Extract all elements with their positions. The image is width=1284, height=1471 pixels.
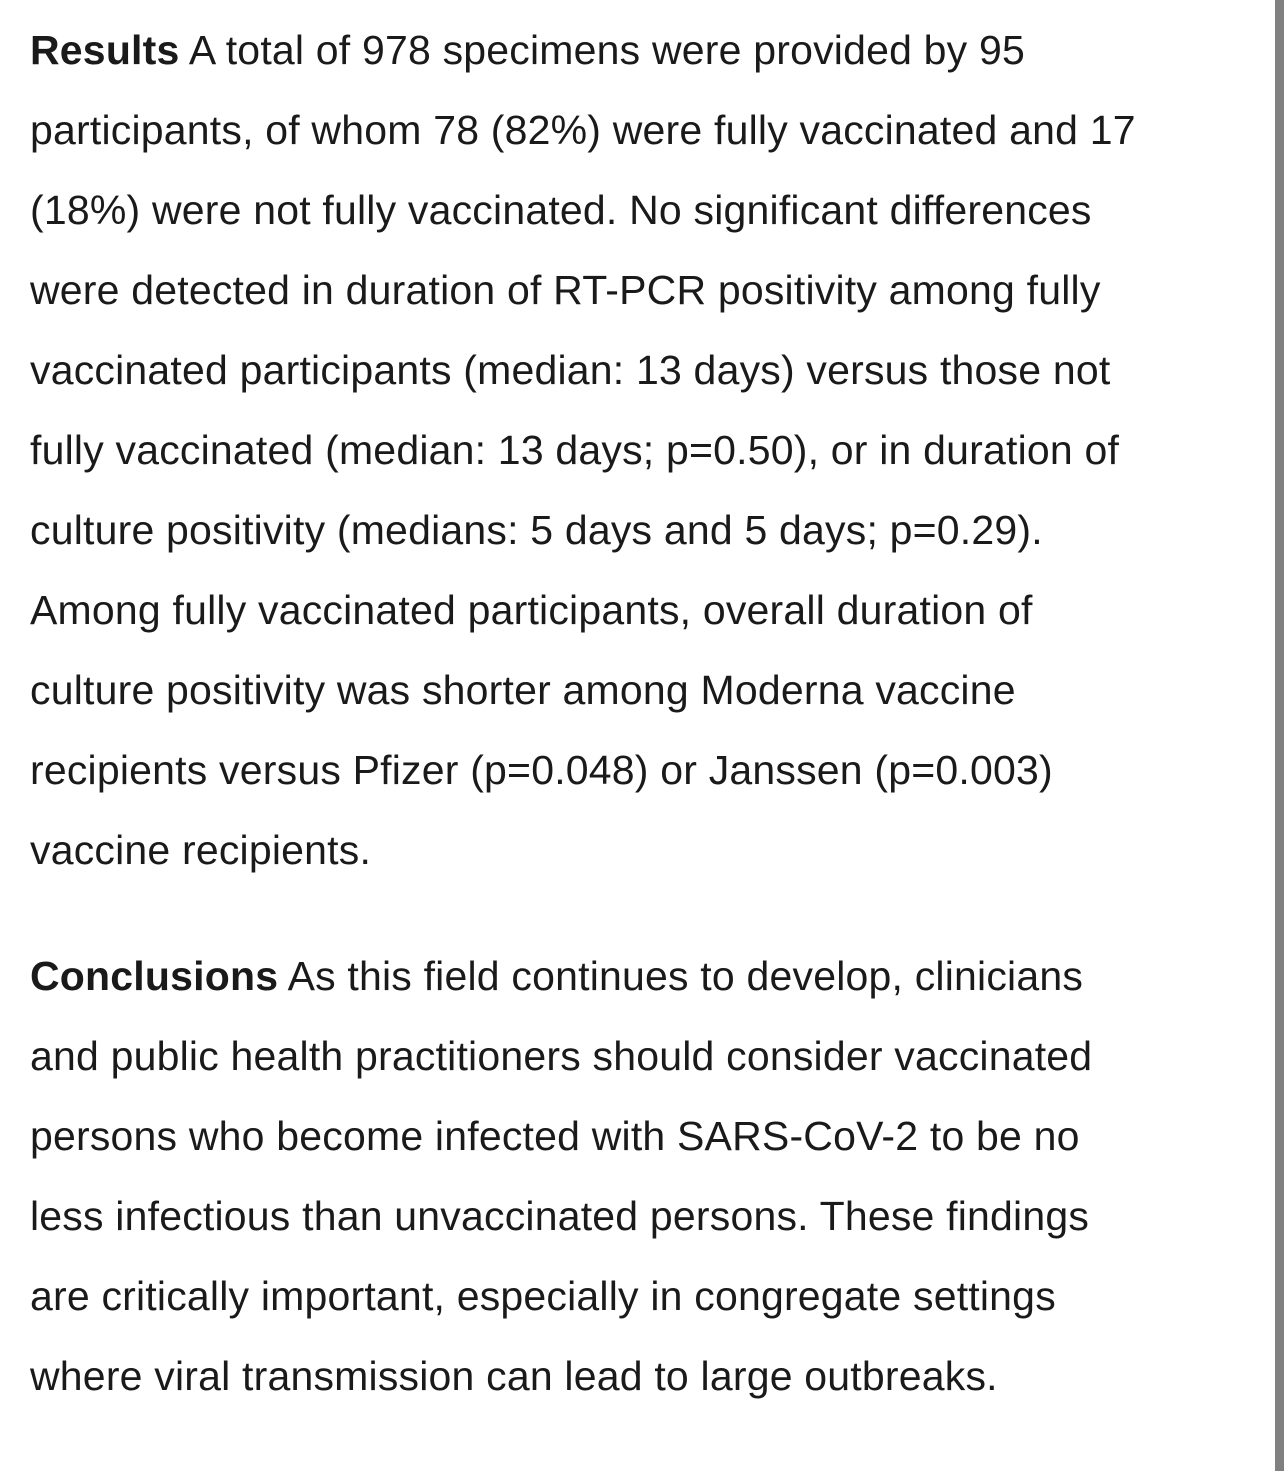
- conclusions-paragraph: [30, 936, 1235, 1416]
- text-line: culture positivity (medians: 5 days and 5 days; p=0.29).: [30, 507, 1043, 553]
- text-line: Among fully vaccinated participants, overall duration of: [30, 587, 1033, 633]
- text-line: fully vaccinated (median: 13 days; p=0.50), or in duration of: [30, 427, 1120, 473]
- text-line: [30, 10, 1235, 90]
- text-line: and public health practitioners should consider vaccinated: [30, 1033, 1093, 1079]
- conclusions-heading: Conclusions: [30, 953, 279, 999]
- scrollbar[interactable]: [1275, 0, 1284, 1471]
- text-line: (18%) were not fully vaccinated. No significant differences: [30, 187, 1092, 233]
- results-paragraph: [30, 10, 1235, 890]
- results-heading: Results: [30, 27, 180, 73]
- text-line: participants, of whom 78 (82%) were fully vaccinated and 17: [30, 107, 1136, 153]
- text-line: persons who become infected with SARS-CoV-2 to be no: [30, 1113, 1080, 1159]
- text-line: vaccine recipients.: [30, 827, 372, 873]
- text-line: were detected in duration of RT-PCR positivity among fully: [30, 267, 1101, 313]
- text-line-fragment: A total of 978 specimens were provided by 95: [179, 27, 1025, 73]
- text-line: where viral transmission can lead to large outbreaks.: [30, 1353, 998, 1399]
- text-line: are critically important, especially in congregate settings: [30, 1273, 1056, 1319]
- text-line-fragment: As this field continues to develop, clinicians: [278, 953, 1084, 999]
- text-line: less infectious than unvaccinated persons. These findings: [30, 1193, 1090, 1239]
- text-line: vaccinated participants (median: 13 days) versus those not: [30, 347, 1111, 393]
- text-line: [30, 936, 1235, 1016]
- text-line: culture positivity was shorter among Moderna vaccine: [30, 667, 1016, 713]
- text-line: recipients versus Pfizer (p=0.048) or Janssen (p=0.003): [30, 747, 1053, 793]
